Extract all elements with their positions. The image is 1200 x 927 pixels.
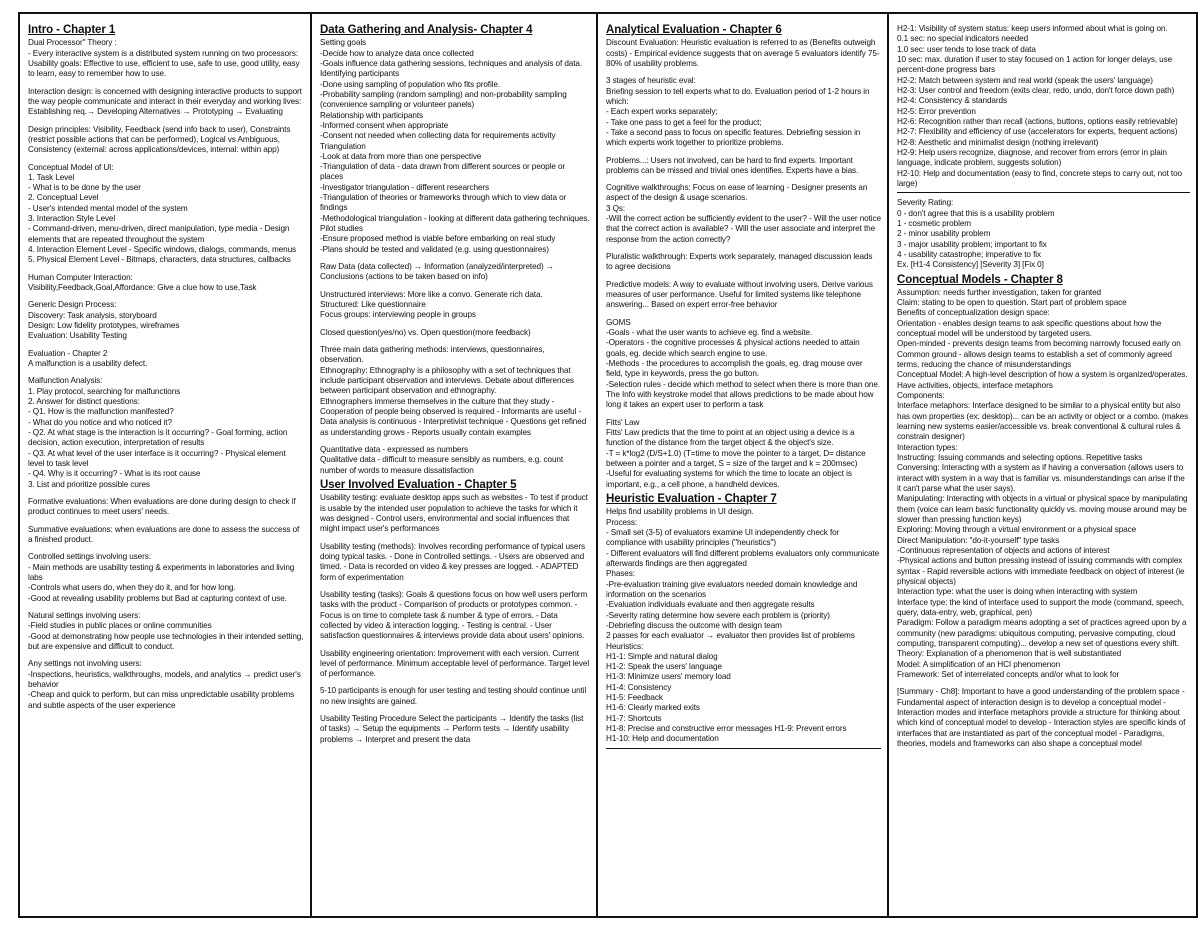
note-line: H1-6: Clearly marked exits bbox=[606, 703, 700, 713]
note-line: Usability testing (methods): Involves recording performance of typical users doing typical tasks. - Done in Controlled settings. - Users are observed and timed. - Data is recorded on video & key presses are logged. - ADAPTED form of experimentation bbox=[320, 541, 585, 582]
note-line: Severity Rating: bbox=[897, 198, 954, 208]
spacer bbox=[606, 176, 881, 183]
spacer bbox=[320, 321, 590, 328]
note-line: Usability testing (tasks): Goals & questions focus on how well users perform tasks with the product - Comparison of products or prototypes common. - Focus is on time to complete task & number & type of errors. - Data collected by video & interaction logging. - Testing is central. - User satisfaction questionnaires & interviews provide data about users' opinions. bbox=[320, 589, 588, 641]
note-line: Natural settings involving users: bbox=[28, 610, 141, 620]
chapter-6-title: Analytical Evaluation - Chapter 6 bbox=[606, 24, 782, 36]
column-1 bbox=[20, 14, 312, 916]
note-line: 2. Conceptual Level bbox=[28, 193, 99, 203]
note-line: Focus groups: interviewing people in groups bbox=[320, 310, 476, 320]
note-line: - What do you notice and who noticed it? bbox=[28, 417, 172, 427]
note-line: Any settings not involving users: bbox=[28, 659, 142, 669]
chapter-6-notes bbox=[606, 38, 881, 490]
note-line: Manipulating: Interacting with objects in a virtual or physical space by manipulating them (voice can learn basic functionality quickly vs. moving mouse around may be slower than pressing function keys) bbox=[897, 494, 1188, 524]
note-line: 10 sec: max. duration if user to stay focused on 1 action for longer delays, use percent-done progress bars bbox=[897, 54, 1173, 75]
spacer bbox=[606, 245, 881, 252]
note-line: H1-10: Help and documentation bbox=[606, 734, 719, 744]
note-line: Visibility,Feedback,Goal,Affordance: Give a clue how to use,Task bbox=[28, 283, 257, 293]
note-line: Process: bbox=[606, 517, 638, 527]
note-line: Unstructured interviews: More like a convo. Generate rich data. bbox=[320, 289, 543, 299]
note-line: -Good at demonstrating how people use technologies in their intended setting, but are expensive and difficult to conduct. bbox=[28, 631, 304, 651]
note-line: Closed question(yes/no) vs. Open question(more feedback) bbox=[320, 327, 531, 337]
spacer bbox=[606, 273, 881, 280]
note-line: H2-10: Help and documentation (easy to find, concrete steps to carry out, not too large) bbox=[897, 168, 1182, 188]
note-line: -T = k*log2 (D/S+1.0) (T=time to move the pointer to a target, D= distance between a pointer and a target, S = size of the target and k = 200msec) bbox=[606, 448, 866, 469]
note-line: -Operators - the cognitive processes & physical actions needed to attain goals, eg. decide which search engine to use. bbox=[606, 338, 860, 358]
note-line: Interaction type: what the user is doing when interacting with system bbox=[897, 587, 1138, 597]
note-line: -Pre-evaluation training give evaluators needed domain knowledge and information on the scenarios bbox=[606, 579, 858, 599]
note-line: 3. Interaction Style Level bbox=[28, 214, 116, 224]
note-line: H2-9: Help users recognize, diagnose, and recover from errors (error in plain language, indicate problem, suggests solution) bbox=[897, 147, 1167, 168]
note-line: H2-3: User control and freedom (exits clear, redo, undo, don't force down path) bbox=[897, 85, 1175, 95]
note-line: -Controls what users do, when they do it, and for how long. bbox=[28, 583, 236, 593]
spacer bbox=[320, 438, 590, 445]
note-line: - User's intended mental model of the system bbox=[28, 203, 188, 213]
note-line: -Look at data from more than one perspective bbox=[320, 151, 482, 161]
note-line: -Triangulation of data - data drawn from different sources or people or places bbox=[320, 162, 566, 182]
note-line: 2. Answer for distinct questions: bbox=[28, 397, 140, 407]
note-line: - Small set (3-5) of evaluators examine UI independently check for compliance with usability principles ("heuristics") bbox=[606, 527, 840, 548]
note-line: H2-8: Aesthetic and minimalist design (nothing irrelevant) bbox=[897, 137, 1099, 147]
note-line: H2-4: Consistency & standards bbox=[897, 96, 1007, 106]
note-line: -Continuous representation of objects and actions of interest bbox=[897, 545, 1110, 555]
note-line: Qualitative data - difficult to measure sensibly as numbers, e.g. count number of words to measure dissatisfaction bbox=[320, 455, 564, 475]
spacer bbox=[28, 545, 304, 552]
note-line: Dual Processor" Theory : bbox=[28, 38, 117, 48]
note-line: Open-minded - prevents design teams from becoming narrowly focused early on bbox=[897, 339, 1181, 349]
note-line: 3 Qs: bbox=[606, 203, 626, 213]
note-line: 2 passes for each evaluator → evaluator then provides list of problems Heuristics: bbox=[606, 631, 855, 651]
spacer bbox=[28, 118, 304, 125]
note-line: - Take one pass to get a feel for the product; bbox=[606, 117, 762, 127]
nielsen-heuristics bbox=[897, 24, 1190, 189]
note-line: 1 - cosmetic problem bbox=[897, 218, 971, 228]
divider bbox=[897, 192, 1190, 193]
note-line: H1-8: Precise and constructive error messages H1-9: Prevent errors bbox=[606, 724, 847, 734]
chapter-8-title: Conceptual Models - Chapter 8 bbox=[897, 273, 1063, 286]
note-line: -Inspections, heuristics, walkthroughs, models, and analytics → predict user's behavior bbox=[28, 669, 301, 689]
note-line: -Will the correct action be sufficiently evident to the user? - Will the user notice that the correct action is available? - Will the user associate and interpret the response from the action correctly? bbox=[606, 214, 881, 244]
note-line: -Selection rules - decide which method to select when there is more than one. bbox=[606, 379, 881, 389]
note-line: -Done using sampling of population who fits profile. bbox=[320, 79, 501, 89]
note-line: H1-7: Shortcuts bbox=[606, 713, 662, 723]
spacer bbox=[897, 680, 1190, 687]
note-line: - Q1. How is the malfunction manifested? bbox=[28, 407, 174, 417]
note-line: Usability goals: Effective to use, efficient to use, safe to use, good utility, easy to learn, easy to remember how to use. bbox=[28, 58, 300, 79]
note-line: -Consent not needed when collecting data for requirements activity bbox=[320, 131, 556, 141]
note-line: -Physical actions and button pressing instead of issuing commands with complex syntax - Rapid reversible actions with immediate feedback on object of interest (ie physical objects) bbox=[897, 556, 1185, 586]
chapter-7-title: Heuristic Evaluation - Chapter 7 bbox=[606, 493, 777, 506]
note-line: - Command-driven, menu-driven, direct manipulation, type media - Design elements that are repeated throughout the system bbox=[28, 224, 290, 244]
note-line: - Q4. Why is it occurring? - What is its root cause bbox=[28, 469, 201, 479]
note-line: 5. Physical Element Level - Bitmaps, characters, data structures, callbacks bbox=[28, 255, 291, 265]
column-2 bbox=[312, 14, 598, 916]
spacer bbox=[320, 535, 590, 542]
note-line: Phases: bbox=[606, 569, 635, 579]
note-line: Interaction design: is concerned with designing interactive products to support the way people communicate and interact in their everyday and working lives: Establishing req.→ Developing Alternatives → Prototyping → Evaluating bbox=[28, 86, 302, 117]
note-line: Cognitive walkthroughs: Focus on ease of learning - Designer presents an aspect of the design & usage scenarios. bbox=[606, 183, 868, 203]
note-line: Pilot studies bbox=[320, 224, 363, 234]
spacer bbox=[28, 369, 304, 376]
spacer bbox=[606, 311, 881, 318]
note-line: 2 - minor usability problem bbox=[897, 229, 991, 239]
note-line: - Q3. At what level of the user interface is it occurring? - Physical element level to task level bbox=[28, 448, 286, 469]
note-line: Components: bbox=[897, 391, 945, 401]
divider bbox=[606, 748, 881, 749]
note-line: -Severity rating determine how severe each problem is (priority) bbox=[606, 610, 830, 620]
note-line: -Goals - what the user wants to achieve eg. find a website. bbox=[606, 328, 813, 338]
note-line: H1-1: Simple and natural dialog bbox=[606, 651, 718, 661]
note-line: 1. Play protocol, searching for malfunctions bbox=[28, 386, 181, 396]
note-line: -Useful for evaluating systems for which the time to locate an object is important, e.g., a cell phone, a handheld devices. bbox=[606, 469, 852, 489]
note-line: Direct Manipulation: "do-it-yourself" type tasks bbox=[897, 535, 1060, 545]
spacer bbox=[28, 518, 304, 525]
note-line: Usability testing: evaluate desktop apps such as websites - To test if product is usable by the intended user population to achieve the tasks for which it was designed - Control users, environmental and social influences that might impact user's performances bbox=[320, 493, 588, 534]
note-line: -Plans should be tested and validated (e.g. using questionnaires) bbox=[320, 244, 549, 254]
note-line: Controlled settings involving users: bbox=[28, 552, 151, 562]
note-line: Ethnography: Ethnography is a philosophy with a set of techniques that include participant observation and interviews. Debate about differences between participant observation and ethnography. bbox=[320, 365, 574, 396]
note-line: H2-2: Match between system and real world (speak the users' language) bbox=[897, 75, 1153, 85]
note-line: - Each expert works separately; bbox=[606, 107, 718, 117]
note-line: H1-3: Minimize users' memory load bbox=[606, 672, 731, 682]
note-line: 1. Task Level bbox=[28, 172, 75, 182]
note-line: -Triangulation of theories or frameworks through which to view data or findings bbox=[320, 193, 567, 213]
note-line: - What is to be done by the user bbox=[28, 183, 141, 193]
note-line: Fitts' Law predicts that the time to point at an object using a device is a function of the distance from the target object & the object's size. bbox=[606, 428, 855, 448]
note-line: 0 - don't agree that this is a usability problem bbox=[897, 208, 1055, 218]
note-line: Human Computer Interaction: bbox=[28, 272, 133, 282]
note-line: - Main methods are usability testing & experiments in laboratories and living labs bbox=[28, 562, 295, 582]
note-line: Framework: Set of interrelated concepts and/or what to look for bbox=[897, 669, 1120, 679]
severity-rating bbox=[897, 198, 1190, 270]
spacer bbox=[320, 338, 590, 345]
note-line: Exploring: Moving through a virtual environment or a physical space bbox=[897, 525, 1137, 535]
note-line: GOMS bbox=[606, 317, 631, 327]
spacer bbox=[320, 255, 590, 262]
note-line: -Evaluation individuals evaluate and then aggregate results bbox=[606, 600, 815, 610]
column-4 bbox=[889, 14, 1196, 916]
note-line: -Informed consent when appropriate bbox=[320, 120, 449, 130]
note-line: Three main data gathering methods: interviews, questionnaires, observation. bbox=[320, 345, 545, 365]
note-line: A malfunction is a usability defect. bbox=[28, 359, 148, 369]
spacer bbox=[320, 679, 590, 686]
note-line: Design principles: Visibility, Feedback (send info back to user), Constraints (restrict possible actions that can be performed), Logical vs Ambiguous, Consistency (external: across applications/devices, internal: within app) bbox=[28, 124, 291, 155]
note-line: Interface metaphors: Interface designed to be similar to a physical entity but also has own properties (ex: desktop)... can be an activity or object or a combo. (makes learning new systems easier/accessible vs. break conventional & cultural rules & constrain designer) bbox=[897, 401, 1189, 442]
spacer bbox=[606, 149, 881, 156]
chapter-4-title: Data Gathering and Analysis- Chapter 4 bbox=[320, 24, 533, 36]
note-line: 4 - usability catastrophe; imperative to fix bbox=[897, 249, 1041, 259]
note-line: - Different evaluators will find different problems evaluators only communicate afterwards findings are then aggregated bbox=[606, 548, 880, 568]
note-line: Claim: stating to be open to question. Start part of problem space bbox=[897, 298, 1127, 308]
note-line: Interaction types: bbox=[897, 442, 958, 452]
note-line: Evaluation - Chapter 2 bbox=[28, 348, 108, 358]
note-line: - Q2. At what stage is the interaction is it occurring? - Goal forming, action decision, action execution, interpretation of results bbox=[28, 428, 288, 448]
note-line: Discount Evaluation: Heuristic evaluation is referred to as (Benefits outweigh costs) - Empirical evidence suggests that on average 5 evaluators identify 75-80% of usability problems. bbox=[606, 38, 880, 68]
note-line: Raw Data (data collected) → Information (analyzed/interpreted) → Conclusions (actions to be taken based on info) bbox=[320, 262, 554, 282]
chapter-5-notes bbox=[320, 493, 590, 745]
note-line: Evaluation: Usability Testing bbox=[28, 331, 127, 341]
note-line: Design: Low fidelity prototypes, wireframes bbox=[28, 321, 180, 331]
note-line: The Info with keystroke model that allows predictions to be made about how long it takes an expert user to perform a task bbox=[606, 390, 874, 410]
note-line: -Methodological triangulation - looking at different data gathering techniques. bbox=[320, 213, 590, 223]
spacer bbox=[606, 69, 881, 76]
note-line: H1-5: Feedback bbox=[606, 693, 663, 703]
spacer bbox=[320, 707, 590, 714]
note-line: Relationship with participants bbox=[320, 110, 424, 120]
note-line: 0.1 sec: no special indicators needed bbox=[897, 34, 1029, 44]
note-line: -Investigator triangulation - different researchers bbox=[320, 182, 490, 192]
cheat-sheet bbox=[18, 12, 1198, 918]
note-line: - Take a second pass to focus on specific features. Debriefing session in which experts work together to prioritize problems. bbox=[606, 127, 861, 148]
note-line: Paradigm: Follow a paradigm means adopting a set of practices agreed upon by a community (new paradigms: ubiquitous computing, pervasive computing, cloud computing, transparent computing)... develop a new set of questions every shift. bbox=[897, 618, 1187, 648]
note-line: Conceptual Model: A high-level description of how a system is organized/operates. Have activities, objects, interface metaphors bbox=[897, 370, 1188, 390]
note-line: H2-6: Recognition rather than recall (actions, buttons, options easily retrievable) bbox=[897, 116, 1178, 126]
note-line: Helps find usability problems in UI design. bbox=[606, 507, 754, 517]
note-line: Common ground - allows design teams to establish a set of commonly agreed terms, reducing the chance of misunderstandings bbox=[897, 349, 1172, 370]
note-line: Fitts' Law bbox=[606, 417, 640, 427]
note-line: 3 - major usability problem; important to fix bbox=[897, 239, 1047, 249]
note-line: Setting goals bbox=[320, 38, 367, 48]
note-line: Conceptual Model of UI: bbox=[28, 162, 114, 172]
spacer bbox=[28, 342, 304, 349]
chapter-1-notes bbox=[28, 38, 304, 711]
note-line: H2-7: Flexibility and efficiency of use (accelerators for experts, frequent actions) bbox=[897, 127, 1178, 137]
note-line: 5-10 participants is enough for user testing and testing should continue until no new insights are gained. bbox=[320, 686, 587, 706]
spacer bbox=[28, 80, 304, 87]
spacer bbox=[28, 156, 304, 163]
note-line: - Every interactive system is a distributed system running on two processors: bbox=[28, 48, 298, 58]
note-line: Triangulation bbox=[320, 141, 366, 151]
note-line: Identifying participants bbox=[320, 69, 400, 79]
note-line: Interface type: the kind of interface used to support the mode (command, speech, query, data-entry, web, graphical, pen) bbox=[897, 597, 1184, 617]
spacer bbox=[320, 283, 590, 290]
note-line: 3. List and prioritize possible cures bbox=[28, 479, 150, 489]
chapter-7-notes bbox=[606, 507, 881, 745]
chapter-8-notes bbox=[897, 288, 1190, 749]
note-line: Briefing session to tell experts what to do. Evaluation period of 1-2 hours in which: bbox=[606, 86, 870, 106]
note-line: [Summary - Ch8]: Important to have a good understanding of the problem space - Fundamental aspect of interaction design is to develop a conceptual model - Interaction modes and interface metaphors provide a structure for thinking about which kind of conceptual model to develop - Interaction styles are specific kinds of interfaces that are instantiated as part of the conceptual model - Paradigms, theories, models and frameworks can also shape a conceptual model bbox=[897, 687, 1186, 748]
spacer bbox=[28, 652, 304, 659]
note-line: Usability engineering orientation: Improvement with each version. Current level of performance. Minimum acceptable level of performance. Target level of performance. bbox=[320, 648, 590, 679]
note-line: Structured: Like questionnaire bbox=[320, 300, 426, 310]
note-line: Formative evaluations: When evaluations are done during design to check if product continues to meet users' needs. bbox=[28, 497, 296, 517]
note-line: Discovery: Task analysis, storyboard bbox=[28, 310, 157, 320]
note-line: H1-2: Speak the users' language bbox=[606, 662, 722, 672]
note-line: -Methods - the procedures to accomplish the goals, eg. drag mouse over field, type in keywords, press the go button. bbox=[606, 359, 863, 379]
chapter-5-title: User Involved Evaluation - Chapter 5 bbox=[320, 479, 517, 492]
note-line: -Goals influence data gathering sessions, techniques and analysis of data. bbox=[320, 58, 583, 68]
chapter-1-title: Intro - Chapter 1 bbox=[28, 24, 116, 36]
note-line: Theory: Explanation of a phenomenon that is well substantiated bbox=[897, 649, 1122, 659]
spacer bbox=[606, 411, 881, 418]
note-line: Pluralistic walkthrough: Experts work separately, managed discussion leads to agree decisions bbox=[606, 252, 873, 272]
note-line: Model: A simplification of an HCI phenomenon bbox=[897, 659, 1061, 669]
column-3 bbox=[598, 14, 889, 916]
note-line: Summative evaluations: when evaluations are done to assess the success of a finished product. bbox=[28, 524, 300, 544]
spacer bbox=[320, 642, 590, 649]
note-line: -Good at revealing usability problems but Bad at capturing context of use. bbox=[28, 593, 287, 603]
spacer bbox=[28, 266, 304, 273]
note-line: 4. Interaction Element Level - Specific windows, dialogs, commands, menus bbox=[28, 245, 297, 255]
note-line: -Decide how to analyze data once collected bbox=[320, 48, 474, 58]
note-line: Malfunction Analysis: bbox=[28, 376, 103, 386]
note-line: 1.0 sec: user tends to lose track of data bbox=[897, 44, 1036, 54]
spacer bbox=[320, 583, 590, 590]
note-line: Assumption: needs further investigation, taken for granted bbox=[897, 287, 1102, 297]
note-line: Problems...: Users not involved, can be hard to find experts. Important problems can be missed and trivial ones identifies. Experts have a bias. bbox=[606, 155, 859, 175]
note-line: Orientation - enables design teams to ask specific questions about how the conceptual model will be understood by targeted users. bbox=[897, 318, 1162, 339]
note-line: -Field studies in public places or online communities bbox=[28, 621, 212, 631]
note-line: Benefits of conceptualization design space: bbox=[897, 308, 1050, 318]
note-line: Ethnographers immerse themselves in the culture that they study - Cooperation of people being observed is required - Informants are useful - Data analysis is continuous - Interpretivist technique - Questions get refined as understanding grows - Reports usually contain examples bbox=[320, 396, 587, 437]
note-line: Ex. [H1-4 Consistency] [Severity 3] [Fix 0] bbox=[897, 260, 1044, 270]
spacer bbox=[28, 604, 304, 611]
note-line: H1-4: Consistency bbox=[606, 682, 672, 692]
chapter-4-notes bbox=[320, 38, 590, 476]
note-line: Instructing: Issuing commands and selecting options. Repetitive tasks bbox=[897, 453, 1143, 463]
note-line: H2-5: Error prevention bbox=[897, 106, 976, 116]
note-line: Usability Testing Procedure Select the participants → Identify the tasks (list of tasks) → Setup the equipments → Perform tests → Identify usability problems → Interpret and present the data bbox=[320, 714, 584, 744]
note-line: Predictive models: A way to evaluate without involving users. Derive various measures of user performance. Useful for limited systems like telephone answering... Based on expert error-free behavior bbox=[606, 279, 873, 310]
spacer bbox=[28, 490, 304, 497]
spacer bbox=[28, 293, 304, 300]
note-line: Quantitative data - expressed as numbers bbox=[320, 445, 469, 455]
note-line: Conversing: Interacting with a system as if having a conversation (allows users to interact with system in a way that is familiar vs. misunderstandings can arise if the it can't parse what the user says). bbox=[897, 463, 1185, 493]
note-line: -Cheap and quick to perform, but can miss unpredictable usability problems and subtle aspects of the user experience bbox=[28, 690, 295, 710]
note-line: -Ensure proposed method is viable before embarking on real study bbox=[320, 234, 556, 244]
note-line: -Probability sampling (random sampling) and non-probability sampling (convenience sampling or volunteer panels) bbox=[320, 89, 567, 110]
note-line: H2-1: Visibility of system status: keep users informed about what is going on. bbox=[897, 24, 1168, 33]
note-line: -Debriefing discuss the outcome with design team bbox=[606, 620, 782, 630]
note-line: 3 stages of heuristic eval: bbox=[606, 76, 696, 86]
note-line: Generic Design Process: bbox=[28, 300, 117, 310]
